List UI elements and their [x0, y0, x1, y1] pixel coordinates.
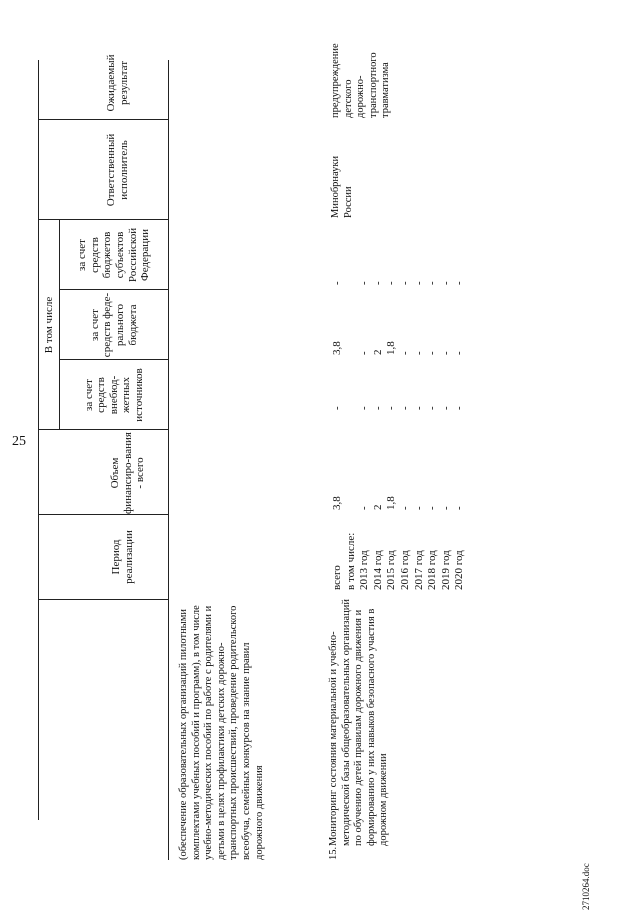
- regional-value: -: [331, 281, 343, 285]
- volume-value: 1,8: [385, 496, 398, 510]
- extrabudget-value: -: [331, 406, 343, 410]
- regional-value: -: [385, 281, 398, 285]
- extrabudget-value: -: [412, 406, 425, 410]
- col-border-4: [59, 359, 168, 360]
- col-border-1: [38, 599, 168, 600]
- volume-value: -: [426, 506, 439, 510]
- volume-value: 2: [371, 504, 384, 510]
- extrabudget-value: -: [371, 406, 384, 410]
- rotated-table-page: [12, 40, 598, 910]
- federal-value: -: [399, 351, 411, 355]
- col-border-5: [59, 289, 168, 290]
- header-period: Период реализации: [110, 530, 135, 584]
- volume-value: -: [439, 506, 452, 510]
- header-bottom-border: [168, 60, 169, 860]
- item-15-result: предупреждение детского дорожно-транспортного травматизма: [330, 43, 392, 118]
- extrabudget-value: -: [358, 406, 371, 410]
- period-value: 2020 год: [453, 550, 466, 590]
- volume-value: -: [399, 506, 411, 510]
- federal-value: 2: [371, 349, 384, 355]
- federal-value: -: [426, 351, 439, 355]
- volume-value: 3,8: [331, 496, 343, 510]
- extrabudget-value: -: [385, 406, 398, 410]
- header-volume: Объем финансиро-вания - всего: [109, 432, 147, 514]
- header-federal: за счет средств феде-рального бюджета: [88, 292, 139, 358]
- extrabudget-value: -: [426, 406, 439, 410]
- period-value: 2016 год: [399, 550, 411, 590]
- extrabudget-value: -: [439, 406, 452, 410]
- extrabudget-value: -: [453, 406, 466, 410]
- federal-value: -: [412, 351, 425, 355]
- period-value: 2014 год: [371, 550, 384, 590]
- item-15-number: 15.: [328, 846, 339, 860]
- header-in-that-number: В том числе: [42, 296, 55, 354]
- regional-value: -: [453, 281, 466, 285]
- regional-value: -: [439, 281, 452, 285]
- header-result: Ожидаемый результат: [105, 54, 130, 112]
- regional-value: -: [426, 281, 439, 285]
- regional-value: -: [412, 281, 425, 285]
- federal-value: -: [439, 351, 452, 355]
- item-15-responsible: Минобрнауки России: [330, 155, 354, 218]
- page-number: 25: [12, 434, 26, 449]
- table-top-border: [38, 60, 39, 820]
- federal-value: -: [358, 351, 371, 355]
- volume-value: -: [358, 506, 371, 510]
- period-value: 2019 год: [439, 550, 452, 590]
- federal-value: 3,8: [331, 341, 343, 355]
- header-extrabudget: за счет средств внебюд-жетных источников: [82, 368, 145, 422]
- header-regional: за счет средств бюджетов субъектов Российской Федерации: [76, 227, 152, 283]
- col-border-2: [38, 514, 168, 515]
- extrabudget-value: -: [399, 406, 411, 410]
- period-value: в том числе:: [344, 532, 357, 590]
- regional-value: -: [399, 281, 411, 285]
- item-15-text: Мониторинг состояния материальной и учебно-методической базы общеобразовательных организаций по обучению детей правилам дорожного движения и формированию у них навыков безопасного участия в дорожном движении: [328, 598, 390, 846]
- col-border-7: [38, 119, 168, 120]
- volume-value: -: [453, 506, 466, 510]
- federal-value: 1,8: [385, 341, 398, 355]
- volume-value: -: [412, 506, 425, 510]
- period-value: 2017 год: [412, 550, 425, 590]
- continued-description: (обеспечение образовательных организаций пилотными комплектами учебных пособий и программ), в том числе учебно-методических пособий по работе с родителями и детьми в целях профилактики детских дорожно-транспортных происшествий, проведение родительского всеобуча, семейных конкурсов на знание правил дорожного движения: [178, 605, 265, 860]
- period-value: 2013 год: [358, 550, 371, 590]
- document-id: 2710264.doc: [581, 863, 591, 910]
- regional-value: -: [371, 281, 384, 285]
- header-responsible: Ответственный исполнитель: [105, 133, 130, 207]
- regional-value: -: [358, 281, 371, 285]
- period-value: 2018 год: [426, 550, 439, 590]
- federal-value: -: [453, 351, 466, 355]
- period-value: всего: [331, 565, 343, 590]
- period-value: 2015 год: [385, 550, 398, 590]
